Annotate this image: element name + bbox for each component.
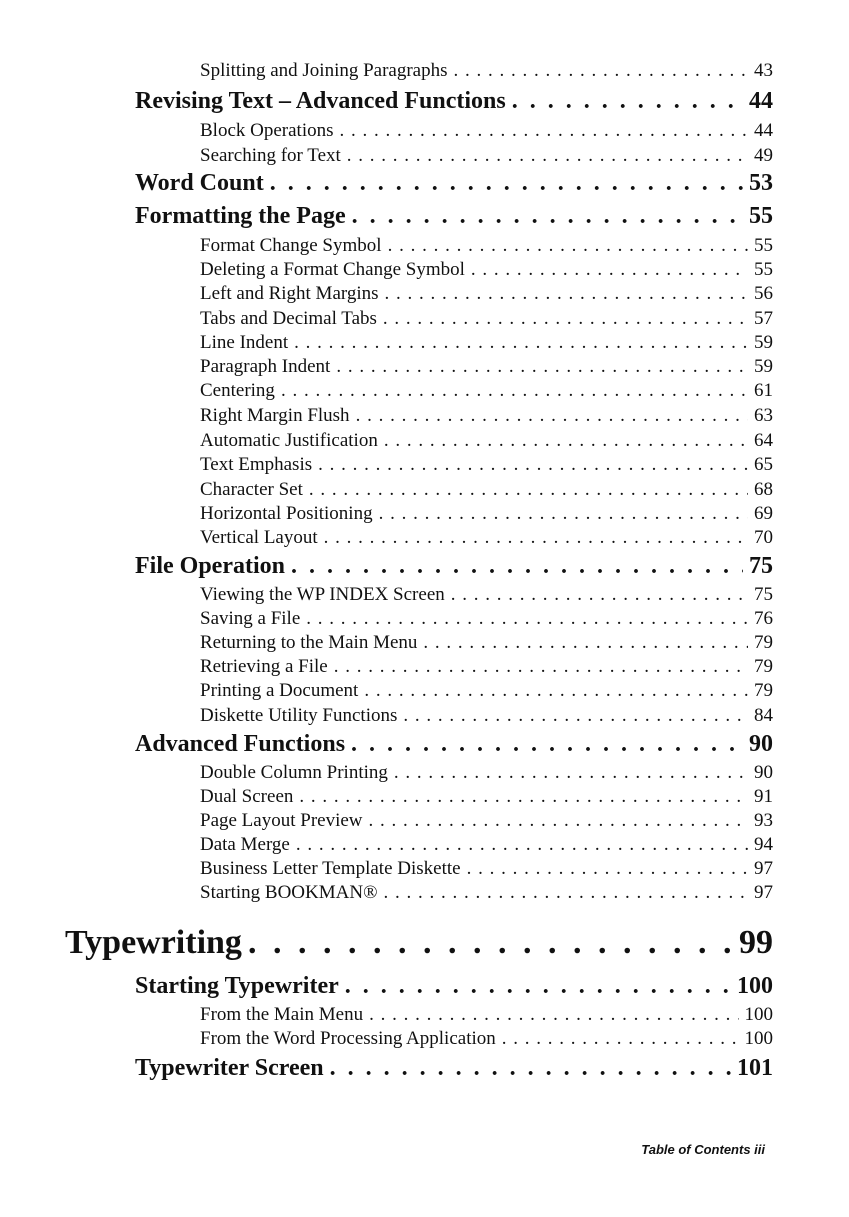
toc-entry-page: 65 [754, 454, 773, 475]
toc-entry[interactable] [0, 527, 849, 549]
dot-leader [347, 145, 748, 167]
toc-entry-title: Starting BOOKMAN® [200, 882, 378, 903]
toc-entry-page: 97 [754, 858, 773, 879]
toc-entry[interactable] [0, 786, 849, 808]
toc-section-page: 100 [737, 973, 773, 999]
dot-leader [384, 430, 748, 452]
toc-entry-page: 97 [754, 882, 773, 903]
toc-entry-title: Deleting a Format Change Symbol [200, 259, 465, 280]
toc-entry[interactable] [0, 503, 849, 525]
toc-section[interactable] [0, 553, 849, 580]
dot-leader [309, 479, 748, 501]
dot-leader [248, 924, 733, 962]
toc-entry[interactable] [0, 882, 849, 904]
toc-entry[interactable] [0, 120, 849, 142]
dot-leader [324, 527, 748, 549]
toc-entry-title: Business Letter Template Diskette [200, 858, 461, 879]
dot-leader [340, 120, 748, 142]
toc-chapter[interactable] [0, 924, 849, 962]
dot-leader [451, 584, 748, 606]
dot-leader [369, 810, 748, 832]
toc-section-title: Typewriter Screen [135, 1055, 324, 1081]
toc-entry[interactable] [0, 834, 849, 856]
toc-section-title: Formatting the Page [135, 203, 346, 229]
toc-entry-title: Data Merge [200, 834, 290, 855]
toc-entry[interactable] [0, 356, 849, 378]
toc-entry[interactable] [0, 235, 849, 257]
toc-entry-title: Vertical Layout [200, 527, 318, 548]
toc-entry-page: 55 [754, 235, 773, 256]
dot-leader [384, 882, 748, 904]
toc-entry[interactable] [0, 762, 849, 784]
toc-entry[interactable] [0, 308, 849, 330]
toc-entry-title: Viewing the WP INDEX Screen [200, 584, 445, 605]
toc-entry-title: Character Set [200, 479, 303, 500]
toc-entry-title: Double Column Printing [200, 762, 388, 783]
toc-entry-title: Paragraph Indent [200, 356, 331, 377]
toc-entry[interactable] [0, 405, 849, 427]
toc-entry[interactable] [0, 1004, 849, 1026]
toc-entry-title: Automatic Justification [200, 430, 378, 451]
toc-entry-page: 44 [754, 120, 773, 141]
toc-entry-page: 70 [754, 527, 773, 548]
toc-entry[interactable] [0, 283, 849, 305]
toc-entry[interactable] [0, 705, 849, 727]
dot-leader [369, 1004, 738, 1026]
toc-entry-page: 100 [744, 1004, 773, 1025]
dot-leader [383, 308, 748, 330]
toc-section[interactable] [0, 731, 849, 758]
dot-leader [306, 608, 748, 630]
toc-entry-page: 79 [754, 680, 773, 701]
toc-entry-page: 59 [754, 356, 773, 377]
toc-entry[interactable] [0, 430, 849, 452]
toc-entry-title: Diskette Utility Functions [200, 705, 398, 726]
toc-entry[interactable] [0, 380, 849, 402]
toc-entry-title: From the Word Processing Application [200, 1028, 496, 1049]
toc-entry-page: 94 [754, 834, 773, 855]
toc-entry-page: 63 [754, 405, 773, 426]
toc-entry-title: Page Layout Preview [200, 810, 363, 831]
toc-entry-title: Text Emphasis [200, 454, 313, 475]
dot-leader [394, 762, 748, 784]
dot-leader [467, 858, 748, 880]
toc-entry-page: 57 [754, 308, 773, 329]
dot-leader [281, 380, 748, 402]
toc-section[interactable] [0, 170, 849, 197]
toc-entry-title: From the Main Menu [200, 1004, 364, 1025]
toc-entry-title: Splitting and Joining Paragraphs [200, 60, 448, 81]
toc-entry-title: Retrieving a File [200, 656, 328, 677]
toc-entry[interactable] [0, 454, 849, 476]
dot-leader [318, 454, 748, 476]
toc-entry-page: 56 [754, 283, 773, 304]
toc-entry-title: Tabs and Decimal Tabs [200, 308, 377, 329]
dot-leader [330, 1055, 731, 1082]
toc-entry-title: Saving a File [200, 608, 301, 629]
toc-entry-page: 79 [754, 632, 773, 653]
toc-section-title: Starting Typewriter [135, 973, 339, 999]
toc-entry-title: Dual Screen [200, 786, 294, 807]
dot-leader [454, 60, 748, 82]
dot-leader [334, 656, 748, 678]
toc-entry[interactable] [0, 145, 849, 167]
toc-entry-title: Right Margin Flush [200, 405, 350, 426]
toc-entry-title: Horizontal Positioning [200, 503, 373, 524]
dot-leader [270, 170, 743, 197]
toc-entry-title: Block Operations [200, 120, 334, 141]
toc-entry-title: Line Indent [200, 332, 289, 353]
toc-section-title: Word Count [135, 170, 264, 196]
toc-section-page: 90 [749, 731, 773, 757]
dot-leader [352, 203, 743, 230]
toc-section-page: 53 [749, 170, 773, 196]
dot-leader [471, 259, 748, 281]
toc-entry-page: 68 [754, 479, 773, 500]
page-footer: Table of Contents iii [641, 1142, 765, 1157]
dot-leader [512, 88, 743, 115]
dot-leader [364, 680, 748, 702]
toc-entry-page: 61 [754, 380, 773, 401]
toc-section-title: File Operation [135, 553, 285, 579]
toc-entry-page: 91 [754, 786, 773, 807]
toc-section[interactable] [0, 203, 849, 230]
toc-entry-page: 76 [754, 608, 773, 629]
toc-entry[interactable] [0, 259, 849, 281]
toc-entry[interactable] [0, 332, 849, 354]
toc-entry-title: Format Change Symbol [200, 235, 382, 256]
toc-entry-title: Printing a Document [200, 680, 359, 701]
toc-entry-page: 93 [754, 810, 773, 831]
toc-section-page: 101 [737, 1055, 773, 1081]
toc-entry[interactable] [0, 680, 849, 702]
toc-section[interactable] [0, 1055, 849, 1082]
dot-leader [385, 283, 748, 305]
toc-entry[interactable] [0, 60, 849, 82]
toc-entry-page: 59 [754, 332, 773, 353]
toc-entry-page: 43 [754, 60, 773, 81]
toc-section-page: 55 [749, 203, 773, 229]
toc-section-title: Revising Text – Advanced Functions [135, 88, 506, 114]
toc-entry-page: 69 [754, 503, 773, 524]
toc-section-page: 44 [749, 88, 773, 114]
dot-leader [296, 834, 748, 856]
toc-entry[interactable] [0, 608, 849, 630]
dot-leader [403, 705, 748, 727]
toc-entry[interactable] [0, 858, 849, 880]
toc-entry[interactable] [0, 1028, 849, 1050]
dot-leader [388, 235, 748, 257]
toc-section[interactable] [0, 973, 849, 1000]
toc-entry[interactable] [0, 479, 849, 501]
toc-entry-page: 75 [754, 584, 773, 605]
dot-leader [294, 332, 748, 354]
dot-leader [502, 1028, 739, 1050]
dot-leader [379, 503, 748, 525]
toc-entry-title: Returning to the Main Menu [200, 632, 418, 653]
toc-section-page: 75 [749, 553, 773, 579]
dot-leader [356, 405, 748, 427]
toc-entry[interactable] [0, 584, 849, 606]
dot-leader [299, 786, 748, 808]
toc-entry[interactable] [0, 632, 849, 654]
toc-entry[interactable] [0, 810, 849, 832]
toc-entry-page: 84 [754, 705, 773, 726]
toc-chapter-title: Typewriting [65, 924, 242, 961]
toc-entry-page: 90 [754, 762, 773, 783]
dot-leader [423, 632, 748, 654]
toc-entry-title: Searching for Text [200, 145, 341, 166]
toc-entry-title: Left and Right Margins [200, 283, 379, 304]
toc-section[interactable] [0, 88, 849, 115]
toc-entry-page: 79 [754, 656, 773, 677]
toc-entry-page: 64 [754, 430, 773, 451]
dot-leader [291, 553, 743, 580]
toc-entry-page: 100 [744, 1028, 773, 1049]
toc-section-title: Advanced Functions [135, 731, 346, 757]
dot-leader [336, 356, 748, 378]
toc-entry-page: 49 [754, 145, 773, 166]
toc-entry-title: Centering [200, 380, 275, 401]
dot-leader [351, 731, 743, 758]
toc-chapter-page: 99 [739, 924, 773, 961]
toc-entry[interactable] [0, 656, 849, 678]
toc-entry-page: 55 [754, 259, 773, 280]
dot-leader [345, 973, 731, 1000]
